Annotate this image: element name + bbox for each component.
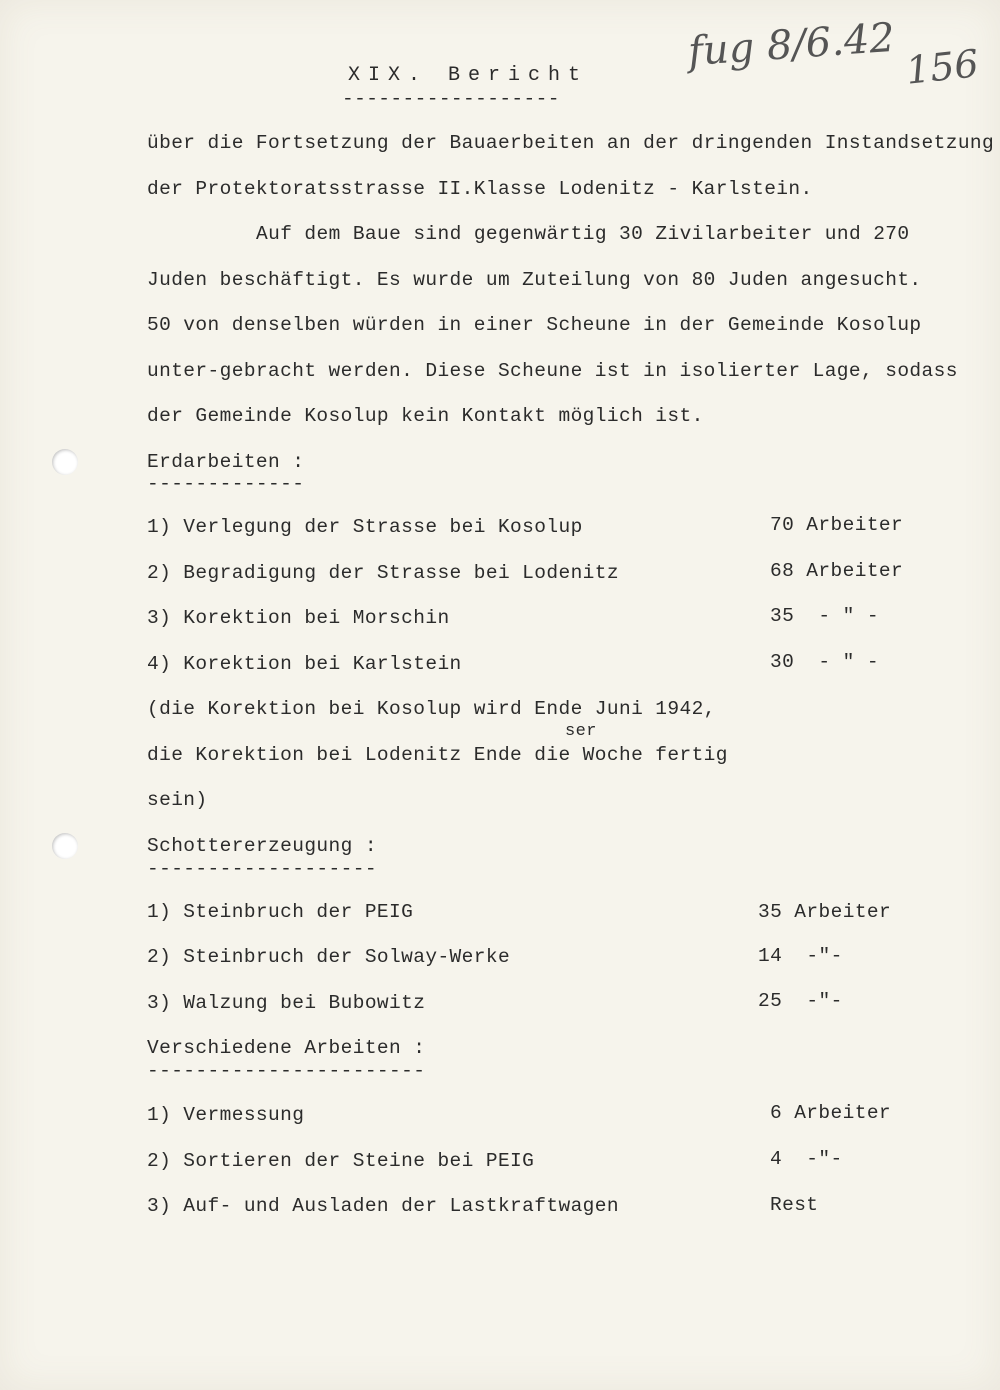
list-item-label: 4) Korektion bei Karlstein bbox=[147, 653, 462, 675]
note-insertion: ser bbox=[565, 722, 597, 741]
handwritten-date-note: fug 8/6.42 bbox=[686, 14, 897, 76]
list-item-label: 1) Vermessung bbox=[147, 1104, 305, 1126]
list-item-count: 68 Arbeiter bbox=[770, 560, 904, 582]
punch-hole bbox=[52, 449, 78, 475]
list-item-count: 14 -"- bbox=[758, 945, 843, 967]
list-item-label: 1) Verlegung der Strasse bei Kosolup bbox=[147, 516, 583, 538]
note-line: sein) bbox=[147, 789, 208, 811]
section-heading-schottererzeugung: Schottererzeugung : bbox=[147, 835, 377, 857]
list-item-label: 1) Steinbruch der PEIG bbox=[147, 901, 414, 923]
list-item-count: 30 - " - bbox=[770, 651, 879, 673]
list-item-count: 70 Arbeiter bbox=[770, 514, 904, 536]
section-underline: ------------------- bbox=[147, 858, 377, 880]
section-heading-erdarbeiten: Erdarbeiten : bbox=[147, 451, 305, 473]
section-underline: ------------- bbox=[147, 473, 305, 495]
punch-hole bbox=[52, 833, 78, 859]
title-underline: ------------------ bbox=[342, 88, 560, 110]
list-item-count: 6 Arbeiter bbox=[770, 1102, 892, 1124]
note-line: (die Korektion bei Kosolup wird Ende Juni 1942, bbox=[147, 698, 716, 720]
paragraph-line: Juden beschäftigt. Es wurde um Zuteilung von 80 Juden angesucht. bbox=[147, 269, 922, 291]
list-item-count: 35 Arbeiter bbox=[758, 901, 892, 923]
list-item-label: 2) Steinbruch der Solway-Werke bbox=[147, 946, 511, 968]
list-item-label: 2) Sortieren der Steine bei PEIG bbox=[147, 1150, 535, 1172]
paragraph-line: der Gemeinde Kosolup kein Kontakt möglich ist. bbox=[147, 405, 704, 427]
list-item-label: 3) Korektion bei Morschin bbox=[147, 607, 450, 629]
list-item-count: 35 - " - bbox=[770, 605, 879, 627]
list-item-count: 4 -"- bbox=[770, 1148, 843, 1170]
list-item-label: 3) Auf- und Ausladen der Lastkraftwagen bbox=[147, 1195, 619, 1217]
note-line: die Korektion bei Lodenitz Ende die Woche fertig bbox=[147, 744, 728, 766]
section-heading-verschiedene-arbeiten: Verschiedene Arbeiten : bbox=[147, 1037, 426, 1059]
list-item-label: 2) Begradigung der Strasse bei Lodenitz bbox=[147, 562, 619, 584]
intro-line: der Protektoratsstrasse II.Klasse Lodenitz - Karlstein. bbox=[147, 178, 813, 200]
paragraph-line: 50 von denselben würden in einer Scheune in der Gemeinde Kosolup bbox=[147, 314, 922, 336]
page-title: XIX. Bericht bbox=[348, 64, 589, 87]
list-item-count: Rest bbox=[770, 1194, 819, 1216]
handwritten-page-number: 156 bbox=[903, 41, 981, 93]
paragraph-line: Auf dem Baue sind gegenwärtig 30 Zivilarbeiter und 270 bbox=[256, 223, 910, 245]
list-item-label: 3) Walzung bei Bubowitz bbox=[147, 992, 426, 1014]
list-item-count: 25 -"- bbox=[758, 990, 843, 1012]
intro-line: über die Fortsetzung der Bauaerbeiten an der dringenden Instandsetzung bbox=[147, 132, 995, 154]
paragraph-line: unter-gebracht werden. Diese Scheune ist in isolierter Lage, sodass bbox=[147, 360, 958, 382]
section-underline: ----------------------- bbox=[147, 1060, 426, 1082]
